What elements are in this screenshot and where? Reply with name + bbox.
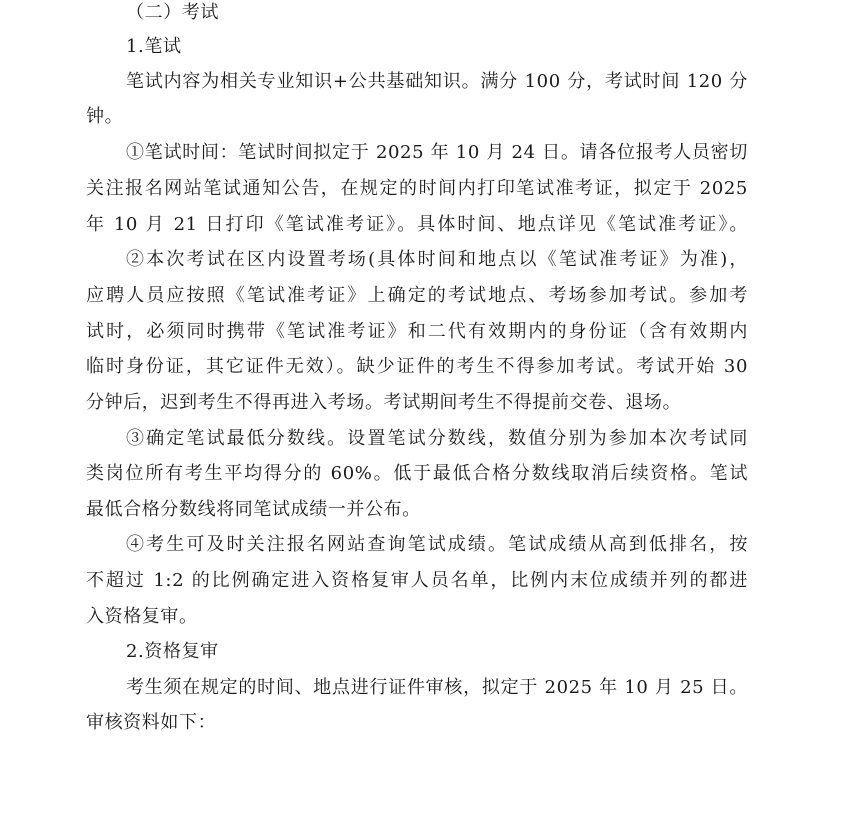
paragraph-line: 分钟后，迟到考生不得再进入考场。考试期间考生不得提前交卷、退场。 — [86, 392, 682, 413]
section-heading: （二）考试 — [126, 2, 219, 23]
paragraph-line: 最低合格分数线将同笔试成绩一并公布。 — [86, 499, 421, 520]
paragraph-line: 临时身份证，其它证件无效）。缺少证件的考生不得参加考试。考试开始 30 — [86, 356, 748, 377]
paragraph-line: 类岗位所有考生平均得分的 60%。低于最低合格分数线取消后续资格。笔试 — [86, 463, 748, 484]
paragraph-line: 入资格复审。 — [86, 606, 198, 627]
paragraph-line: 应聘人员应按照《笔试准考证》上确定的考试地点、考场参加考试。参加考 — [86, 285, 748, 306]
paragraph-line: ④考生可及时关注报名网站查询笔试成绩。笔试成绩从高到低排名，按 — [126, 534, 748, 555]
paragraph-line: 关注报名网站笔试通知公告，在规定的时间内打印笔试准考证，拟定于 2025 — [86, 178, 748, 199]
paragraph-line: 试时，必须同时携带《笔试准考证》和二代有效期内的身份证（含有效期内 — [86, 321, 748, 342]
paragraph-line: 审核资料如下： — [86, 712, 217, 733]
paragraph-line: 不超过 1:2 的比例确定进入资格复审人员名单，比例内末位成绩并列的都进 — [86, 570, 748, 591]
subsection-heading-written-exam: 1.笔试 — [126, 36, 182, 57]
paragraph-line: 笔试内容为相关专业知识+公共基础知识。满分 100 分，考试时间 120 分 — [126, 71, 748, 92]
paragraph-line: 年 10 月 21 日打印《笔试准考证》。具体时间、地点详见《笔试准考证》。 — [86, 214, 748, 235]
paragraph-line: ③确定笔试最低分数线。设置笔试分数线，数值分别为参加本次考试同 — [126, 428, 748, 449]
paragraph-line: ①笔试时间：笔试时间拟定于 2025 年 10 月 24 日。请各位报考人员密切 — [126, 142, 748, 163]
paragraph-line: 钟。 — [86, 106, 124, 127]
paragraph-line: ②本次考试在区内设置考场(具体时间和地点以《笔试准考证》为准)， — [126, 249, 748, 270]
subsection-heading-qualification-review: 2.资格复审 — [126, 641, 219, 662]
paragraph-line: 考生须在规定的时间、地点进行证件审核，拟定于 2025 年 10 月 25 日。 — [126, 677, 748, 698]
